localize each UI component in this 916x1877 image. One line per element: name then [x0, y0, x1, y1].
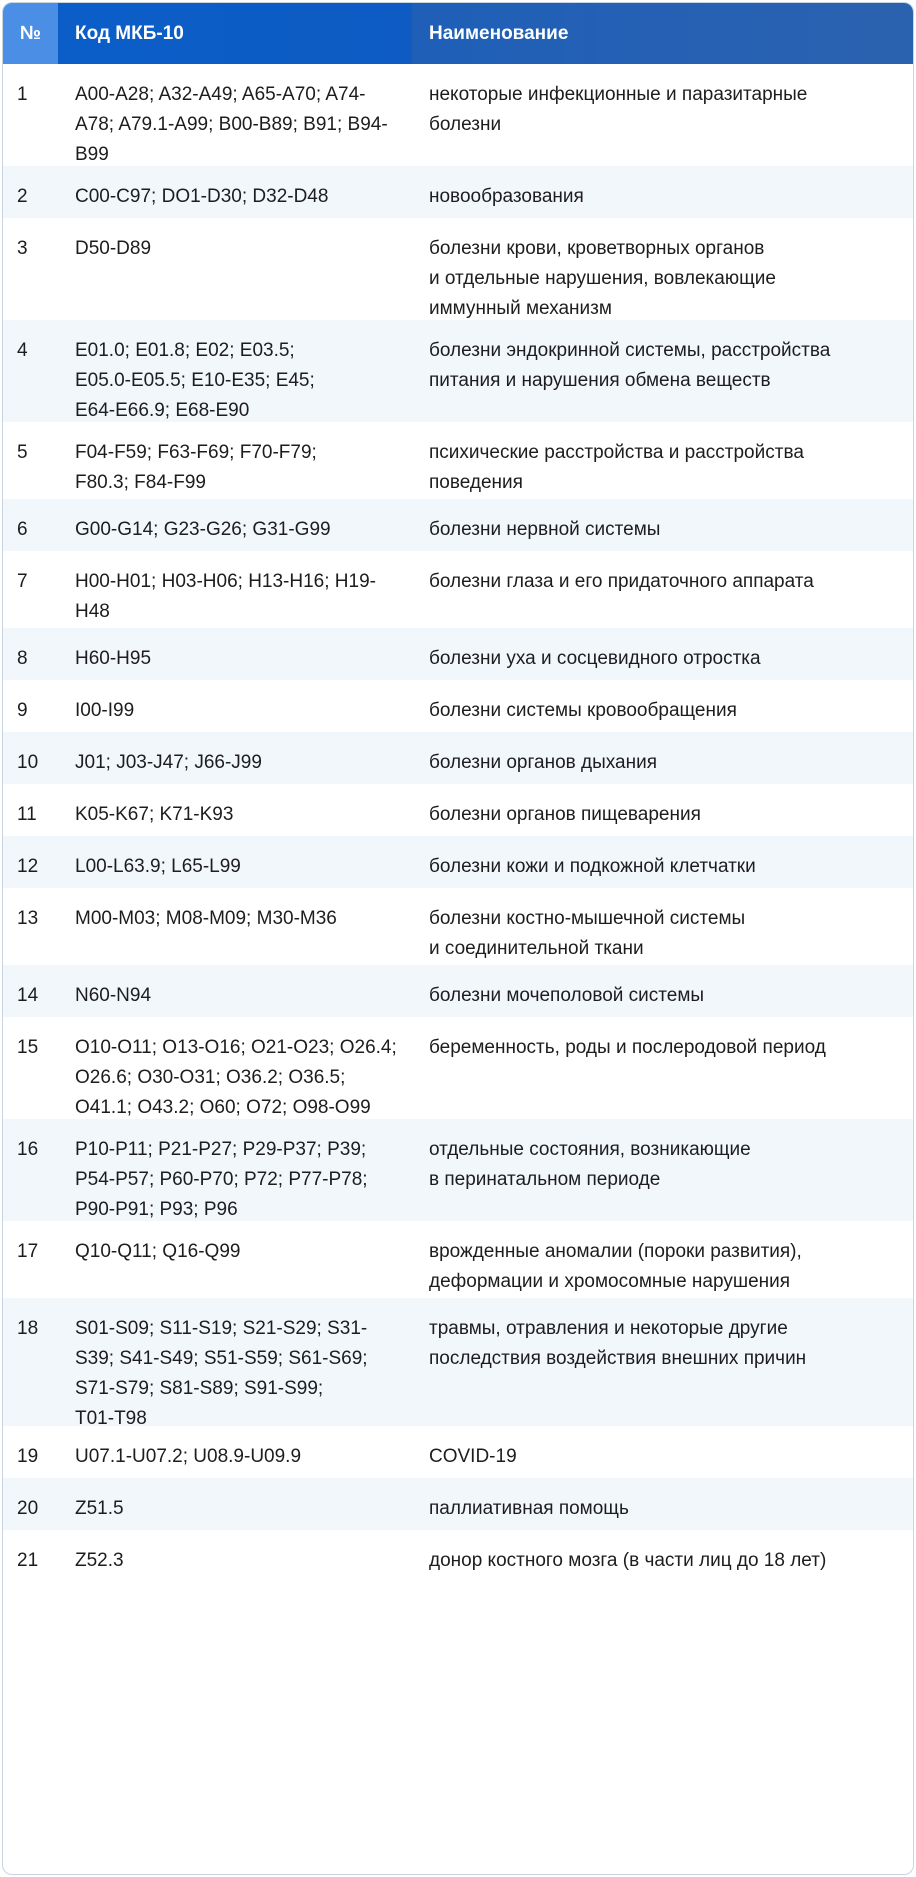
cell-name: паллиативная помощь — [429, 1498, 629, 1519]
cell-name: болезни органов пищеварения — [429, 804, 701, 825]
cell-name: психические расстройства и расстройства поведения — [429, 442, 804, 493]
cell-code: O10-O11; O13-O16; O21-O23; O26.4; O26.6; O30-O31; O36.2; O36.5; O41.1; O43.2; O60; O72; O98-O99 — [75, 1037, 397, 1118]
cell-code: C00-C97; DO1-D30; D32-D48 — [75, 186, 329, 207]
cell-code: Q10-Q11; Q16-Q99 — [75, 1241, 241, 1262]
cell-code: U07.1-U07.2; U08.9-U09.9 — [75, 1446, 302, 1467]
cell-number: 10 — [17, 752, 39, 773]
cell-number: 19 — [17, 1446, 39, 1467]
header-code: Код МКБ-10 — [58, 3, 412, 64]
cell-number: 12 — [17, 856, 39, 877]
cell-name: болезни мочеполовой системы — [429, 985, 705, 1006]
cell-name: болезни уха и сосцевидного отростка — [429, 648, 761, 669]
cell-code: J01; J03-J47; J66-J99 — [75, 752, 262, 773]
cell-name: болезни костно-мышечной системы и соединительной ткани — [429, 908, 746, 959]
table-row — [3, 1478, 913, 1530]
cell-number: 7 — [17, 571, 28, 592]
cell-number: 17 — [17, 1241, 39, 1262]
cell-number: 14 — [17, 985, 39, 1006]
cell-name: отдельные состояния, возникающие в перинатальном периоде — [429, 1139, 751, 1190]
table-header — [3, 3, 913, 64]
table-row — [3, 422, 913, 499]
table-row — [3, 1221, 913, 1298]
cell-code: A00-A28; A32-A49; A65-A70; A74- A78; A79.1-A99; B00-B89; B91; B94- B99 — [75, 84, 388, 165]
table-row — [3, 888, 913, 965]
cell-code: M00-M03; M08-M09; M30-M36 — [75, 908, 337, 929]
cell-name: болезни нервной системы — [429, 519, 661, 540]
cell-number: 3 — [17, 238, 28, 259]
cell-number: 4 — [17, 340, 28, 361]
cell-number: 6 — [17, 519, 28, 540]
cell-name: болезни системы кровообращения — [429, 700, 737, 721]
table-row — [3, 320, 913, 422]
table-row — [3, 551, 913, 628]
cell-number: 5 — [17, 442, 28, 463]
table-row — [3, 680, 913, 732]
table-row — [3, 836, 913, 888]
table-row — [3, 965, 913, 1017]
cell-code: E01.0; E01.8; E02; E03.5; E05.0-E05.5; E10-E35; E45; E64-E66.9; E68-E90 — [75, 340, 315, 421]
header-number: № — [3, 3, 58, 64]
cell-code: S01-S09; S11-S19; S21-S29; S31- S39; S41-S49; S51-S59; S61-S69; S71-S79; S81-S89; S91-S99; T01-T98 — [75, 1318, 368, 1429]
cell-code: K05-K67; K71-K93 — [75, 804, 234, 825]
table-row — [3, 784, 913, 836]
table-row — [3, 166, 913, 218]
table-row — [3, 1530, 913, 1582]
cell-name: болезни органов дыхания — [429, 752, 657, 773]
cell-number: 2 — [17, 186, 28, 207]
cell-code: H00-H01; H03-H06; H13-H16; H19- H48 — [75, 571, 376, 622]
table-row — [3, 499, 913, 551]
table-row — [3, 64, 913, 166]
cell-number: 13 — [17, 908, 39, 929]
cell-name: болезни крови, кроветворных органов и отдельные нарушения, вовлекающие иммунный механизм — [429, 238, 776, 319]
table-row — [3, 1298, 913, 1429]
cell-code: H60-H95 — [75, 648, 152, 669]
table-row — [3, 218, 913, 320]
cell-name: травмы, отравления и некоторые другие последствия воздействия внешних причин — [429, 1318, 807, 1369]
table-row — [3, 1426, 913, 1478]
cell-number: 1 — [17, 84, 28, 105]
cell-name: некоторые инфекционные и паразитарные болезни — [429, 84, 808, 135]
cell-number: 9 — [17, 700, 28, 721]
icd10-table — [2, 2, 914, 1875]
cell-name: врожденные аномалии (пороки развития), деформации и хромосомные нарушения — [429, 1241, 802, 1292]
cell-code: P10-P11; P21-P27; P29-P37; P39; P54-P57; P60-P70; P72; P77-P78; P90-P91; P93; P96 — [75, 1139, 368, 1220]
cell-code: L00-L63.9; L65-L99 — [75, 856, 241, 877]
table-row — [3, 1017, 913, 1119]
cell-code: F04-F59; F63-F69; F70-F79; F80.3; F84-F99 — [75, 442, 317, 493]
cell-number: 18 — [17, 1318, 39, 1339]
cell-code: Z51.5 — [75, 1498, 124, 1519]
cell-name: болезни кожи и подкожной клетчатки — [429, 856, 756, 877]
cell-name: болезни глаза и его придаточного аппарата — [429, 571, 814, 592]
cell-code: G00-G14; G23-G26; G31-G99 — [75, 519, 331, 540]
cell-number: 8 — [17, 648, 28, 669]
cell-number: 11 — [17, 804, 37, 825]
cell-code: D50-D89 — [75, 238, 152, 259]
cell-name: донор костного мозга (в части лиц до 18 лет) — [429, 1550, 827, 1571]
cell-name: новообразования — [429, 186, 584, 207]
header-name: Наименование — [412, 3, 913, 64]
cell-code: Z52.3 — [75, 1550, 124, 1571]
table-body — [3, 64, 913, 1582]
table-row — [3, 1119, 913, 1221]
cell-name: беременность, роды и послеродовой период — [429, 1037, 826, 1058]
cell-number: 15 — [17, 1037, 39, 1058]
cell-name: COVID-19 — [429, 1446, 517, 1467]
table-row — [3, 628, 913, 680]
cell-name: болезни эндокринной системы, расстройства питания и нарушения обмена веществ — [429, 340, 831, 391]
cell-code: N60-N94 — [75, 985, 152, 1006]
cell-number: 20 — [17, 1498, 39, 1519]
table-row — [3, 732, 913, 784]
cell-code: I00-I99 — [75, 700, 135, 721]
cell-number: 16 — [17, 1139, 39, 1160]
cell-number: 21 — [17, 1550, 39, 1571]
